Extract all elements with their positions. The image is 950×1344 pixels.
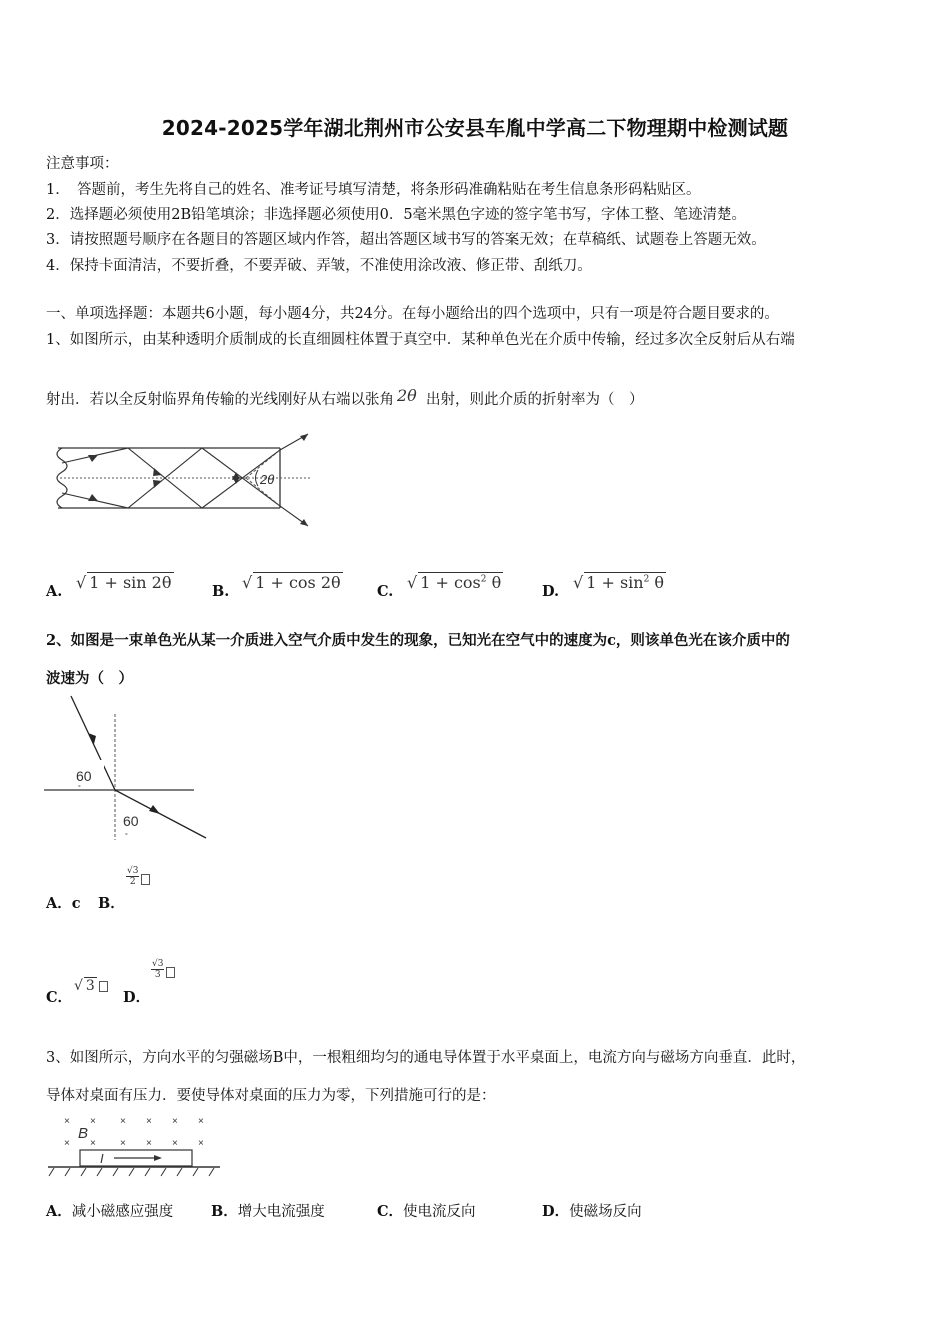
- q2-angle-top: 60: [76, 768, 92, 784]
- q1-option-c-tail: θ: [486, 573, 502, 592]
- q2-option-d-unit-box: [166, 967, 175, 978]
- q3-option-c[interactable]: [377, 1200, 476, 1221]
- q2-option-c-label: C．: [46, 989, 73, 1006]
- q2-option-b-label: B．: [98, 895, 125, 912]
- q3-text-line1: 3、如图所示，方向水平的匀强磁场B中，一根粗细均匀的通电导体置于水平桌面上，电流方向与磁场方向垂直．此时，: [46, 1050, 806, 1066]
- q2-angle-bottom-deg: °: [125, 833, 128, 840]
- q2-option-c-unit-box: [99, 981, 108, 992]
- notice-item-3: 3．请按照题号顺序在各题目的答题区域内作答，超出答题区域书写的答案无效；在草稿纸、试题卷上答题无效。: [46, 232, 766, 248]
- q2-angle-bottom: 60: [123, 813, 139, 829]
- q2-refraction-figure: [44, 690, 214, 842]
- q1-text-line1: 1、如图所示，由某种透明介质制成的长直细圆柱体置于真空中．某种单色光在介质中传输，经过多次全反射后从右端: [46, 332, 795, 348]
- q3-option-d-label: D．: [542, 1203, 570, 1220]
- q1-option-a[interactable]: √ 1 + sin 2θ: [76, 573, 172, 592]
- q3-cross-mark: ×: [90, 1138, 96, 1149]
- q2-angle-top-deg: °: [78, 785, 81, 792]
- q1-option-c[interactable]: √ $1 + \cos^2 \theta$: [407, 573, 502, 592]
- q2-option-b-num: √3: [127, 866, 139, 876]
- q1-option-c-exp: 2: [480, 574, 487, 585]
- q1-text-line2: [46, 388, 644, 409]
- q1-option-d-label: D.: [542, 583, 560, 600]
- q3-cross-mark: ×: [146, 1116, 152, 1127]
- q3-option-a-text: 减小磁感应强度: [71, 1204, 174, 1220]
- q1-option-d[interactable]: √ $1 + \sin^2 \theta$: [573, 573, 665, 592]
- q2-option-d-den: 3: [154, 970, 161, 980]
- q3-field-label: B: [78, 1125, 89, 1142]
- q2-text-line2: 波速为（ ）: [46, 670, 133, 687]
- q3-current-label: I: [100, 1151, 104, 1166]
- q3-cross-mark: ×: [90, 1116, 96, 1127]
- q2-option-c-value: 3: [85, 978, 95, 994]
- q1-option-b[interactable]: √ 1 + cos 2θ: [242, 573, 341, 592]
- notice-heading: 注意事项：: [46, 156, 119, 172]
- q3-cross-mark: ×: [198, 1116, 204, 1127]
- q1-option-d-expr: 1 + sin: [586, 573, 644, 592]
- q1-option-a-expr: 1 + sin 2θ: [89, 573, 172, 592]
- q3-magnetic-field-figure: [44, 1110, 226, 1182]
- notice-item-2: 2．选择题必须使用2B铅笔填涂；非选择题必须使用0．5毫米黑色字迹的签字笔书写，字体工整、笔迹清楚。: [46, 207, 747, 223]
- q1-option-b-label: B.: [212, 583, 230, 600]
- q3-cross-mark: ×: [64, 1138, 70, 1149]
- q1-option-b-expr: 1 + cos 2θ: [255, 573, 341, 592]
- q2-option-a[interactable]: A．c: [46, 895, 81, 912]
- q3-option-b-text: 增大电流强度: [237, 1204, 325, 1220]
- q2-option-b[interactable]: [126, 866, 150, 888]
- q3-option-b[interactable]: [211, 1200, 325, 1221]
- q3-option-b-label: B．: [211, 1203, 238, 1220]
- q3-cross-mark: ×: [172, 1116, 178, 1127]
- q1-option-c-label: C.: [377, 583, 394, 600]
- q1-fiber-figure: [50, 428, 320, 532]
- q2-option-c[interactable]: √ 3: [74, 977, 108, 994]
- q3-cross-mark: ×: [120, 1116, 126, 1127]
- q2-option-d-label: D．: [123, 989, 151, 1006]
- q3-cross-mark: ×: [172, 1138, 178, 1149]
- q1-text-line2b: 出射，则此介质的折射率为（ ）: [426, 392, 644, 408]
- notice-item-1: 1． 答题前，考生先将自己的姓名、准考证号填写清楚，将条形码准确粘贴在考生信息条形码粘贴区。: [46, 182, 701, 198]
- q3-text-line2: 导体对桌面有压力．要使导体对桌面的压力为零，下列措施可行的是：: [46, 1088, 496, 1104]
- q2-text-line1: 2、如图是一束单色光从某一介质进入空气介质中发生的现象，已知光在空气中的速度为c，则该单色光在该介质中的: [46, 632, 790, 649]
- q1-option-d-tail: θ: [649, 573, 665, 592]
- q2-option-b-den: 2: [129, 877, 136, 887]
- q2-option-d-num: √3: [152, 959, 164, 969]
- q3-option-c-text: 使电流反向: [403, 1204, 476, 1220]
- q1-text-line2a: 射出．若以全反射临界角传输的光线刚好从右端以张角: [46, 392, 394, 408]
- notice-item-4: 4．保持卡面清洁，不要折叠，不要弄破、弄皱，不准使用涂改液、修正带、刮纸刀。: [46, 258, 592, 274]
- q1-option-c-expr: 1 + cos: [420, 573, 481, 592]
- q1-angle: 2θ: [397, 386, 417, 405]
- section-heading: 一、单项选择题：本题共6小题，每小题4分，共24分。在每小题给出的四个选项中，只有一项是符合题目要求的。: [46, 306, 779, 322]
- q3-option-a-label: A．: [46, 1203, 72, 1220]
- q2-option-b-unit-box: [141, 874, 150, 885]
- q3-cross-mark: ×: [120, 1138, 126, 1149]
- page-title: 2024-2025学年湖北荆州市公安县车胤中学高二下物理期中检测试题: [161, 116, 789, 140]
- q3-option-a[interactable]: [46, 1200, 173, 1221]
- q3-cross-mark: ×: [198, 1138, 204, 1149]
- q3-option-c-label: C．: [377, 1203, 404, 1220]
- q3-option-d-text: 使磁场反向: [569, 1204, 642, 1220]
- q3-option-d[interactable]: [542, 1200, 642, 1221]
- q1-figure-angle-label: 2θ: [260, 472, 275, 487]
- q2-option-d[interactable]: [151, 959, 175, 981]
- q1-option-d-exp: 2: [643, 574, 650, 585]
- q3-cross-mark: ×: [64, 1116, 70, 1127]
- q1-option-a-label: A.: [46, 583, 63, 600]
- q3-cross-mark: ×: [146, 1138, 152, 1149]
